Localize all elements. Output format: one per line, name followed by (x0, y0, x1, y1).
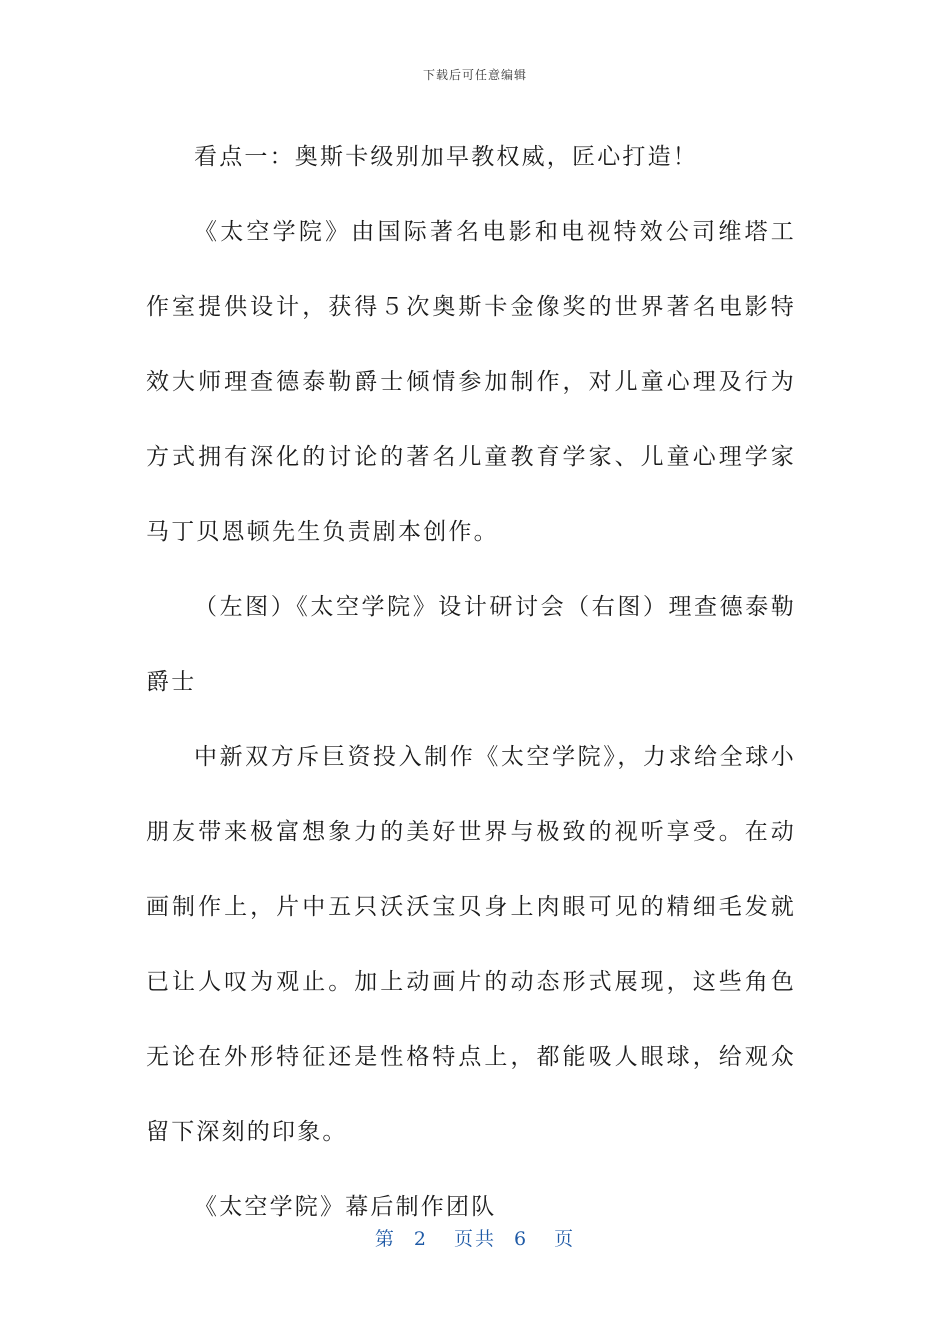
page-header: 下载后可任意编辑 (422, 68, 527, 82)
footer-suffix: 页 (554, 1228, 576, 1250)
paragraph-team-heading: 《太空学院》幕后制作团队 (194, 1194, 497, 1220)
page-footer (0, 1224, 950, 1251)
paragraph-highlight-heading: 看点一：奥斯卡级别加早教权威，匠心打造！ (194, 144, 698, 170)
paragraph-image-caption: （左图）《太空学院》设计研讨会（右图）理查德泰勒爵士 (146, 594, 796, 695)
footer-middle: 页共 (453, 1228, 496, 1250)
paragraph-investment: 中新双方斥巨资投入制作《太空学院》，力求给全球小朋友带来极富想象力的美好世界与极致的视听享受。在动画制作上，片中五只沃沃宝贝身上肉眼可见的精细毛发就已让人叹为观止。加上动画片的动态形式展现，这些角色无论在外形特征还是性格特点上，都能吸人眼球，给观众留下深刻的印象。 (146, 744, 796, 1145)
total-pages-number: 6 (514, 1228, 529, 1250)
footer-prefix: 第 (374, 1228, 396, 1250)
paragraph-production-credits: 《太空学院》由国际著名电影和电视特效公司维塔工作室提供设计，获得５次奥斯卡金像奖的世界著名电影特效大师理查德泰勒爵士倾情参加制作，对儿童心理及行为方式拥有深化的讨论的著名儿童教育学家、儿童心理学家马丁贝恩顿先生负责剧本创作。 (146, 219, 796, 545)
document-body (146, 120, 796, 1245)
current-page-number: 2 (413, 1228, 428, 1250)
